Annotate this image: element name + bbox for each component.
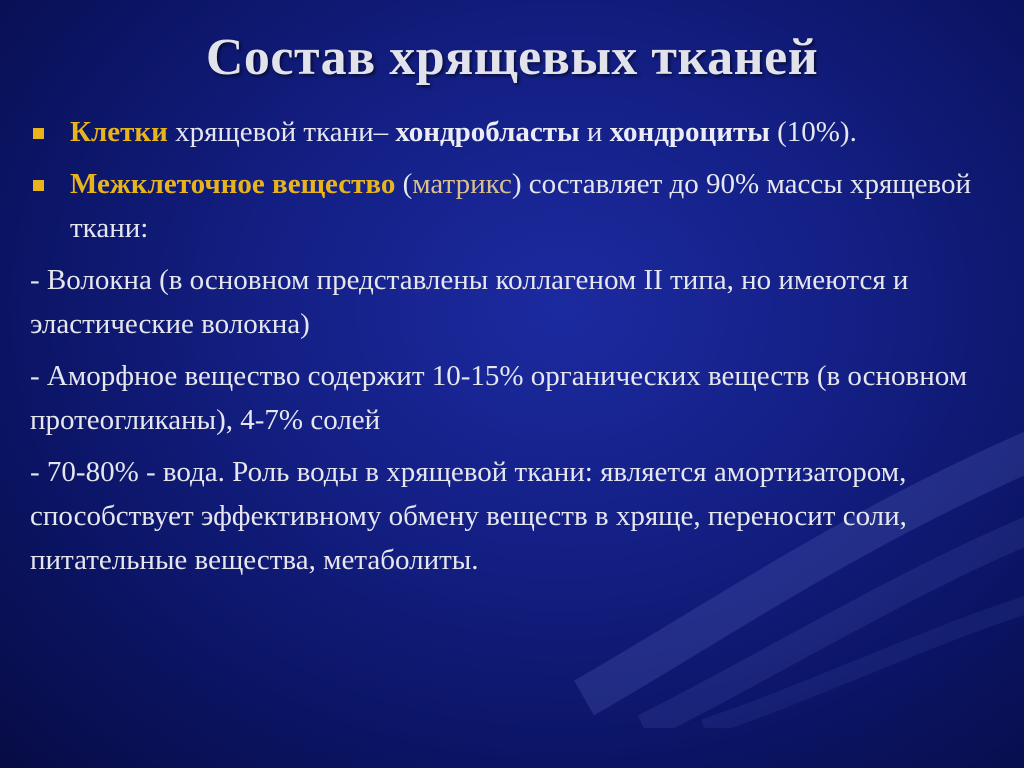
bullet-text: ( (395, 168, 413, 200)
bullet-square-icon (33, 180, 44, 191)
bullet-label: Клетки (70, 116, 168, 148)
bullet-text: ) составляет до 90% массы хрящевой ткани: (70, 168, 972, 244)
bullet-term: хондробласты (395, 116, 580, 148)
bullet-text: хрящевой ткани– (167, 116, 396, 148)
bullet-matrix (30, 162, 1005, 250)
bullet-text: (10%). (769, 116, 857, 148)
bullet-text: и (579, 116, 610, 148)
slide-title: Состав хрящевых тканей (205, 29, 819, 86)
list-item-water: - 70-80% - вода. Роль воды в хрящевой ткани: является амортизатором, способствует эффективному обмену веществ в хряще, переносит соли, питательные вещества, метаболиты. (30, 456, 907, 576)
bullet-term: хондроциты (609, 116, 770, 148)
bullet-term: матрикс (412, 168, 512, 200)
slide-content (30, 110, 1005, 590)
bullet-label: Межклеточное вещество (70, 168, 396, 200)
list-item-amorphous: - Аморфное вещество содержит 10-15% органических веществ (в основном протеогликаны), 4-7% солей (30, 360, 968, 436)
bullet-square-icon (33, 128, 44, 139)
bullet-cells (30, 110, 1005, 154)
list-item-fibers: - Волокна (в основном представлены коллагеном II типа, но имеются и эластические волокна) (30, 264, 909, 340)
